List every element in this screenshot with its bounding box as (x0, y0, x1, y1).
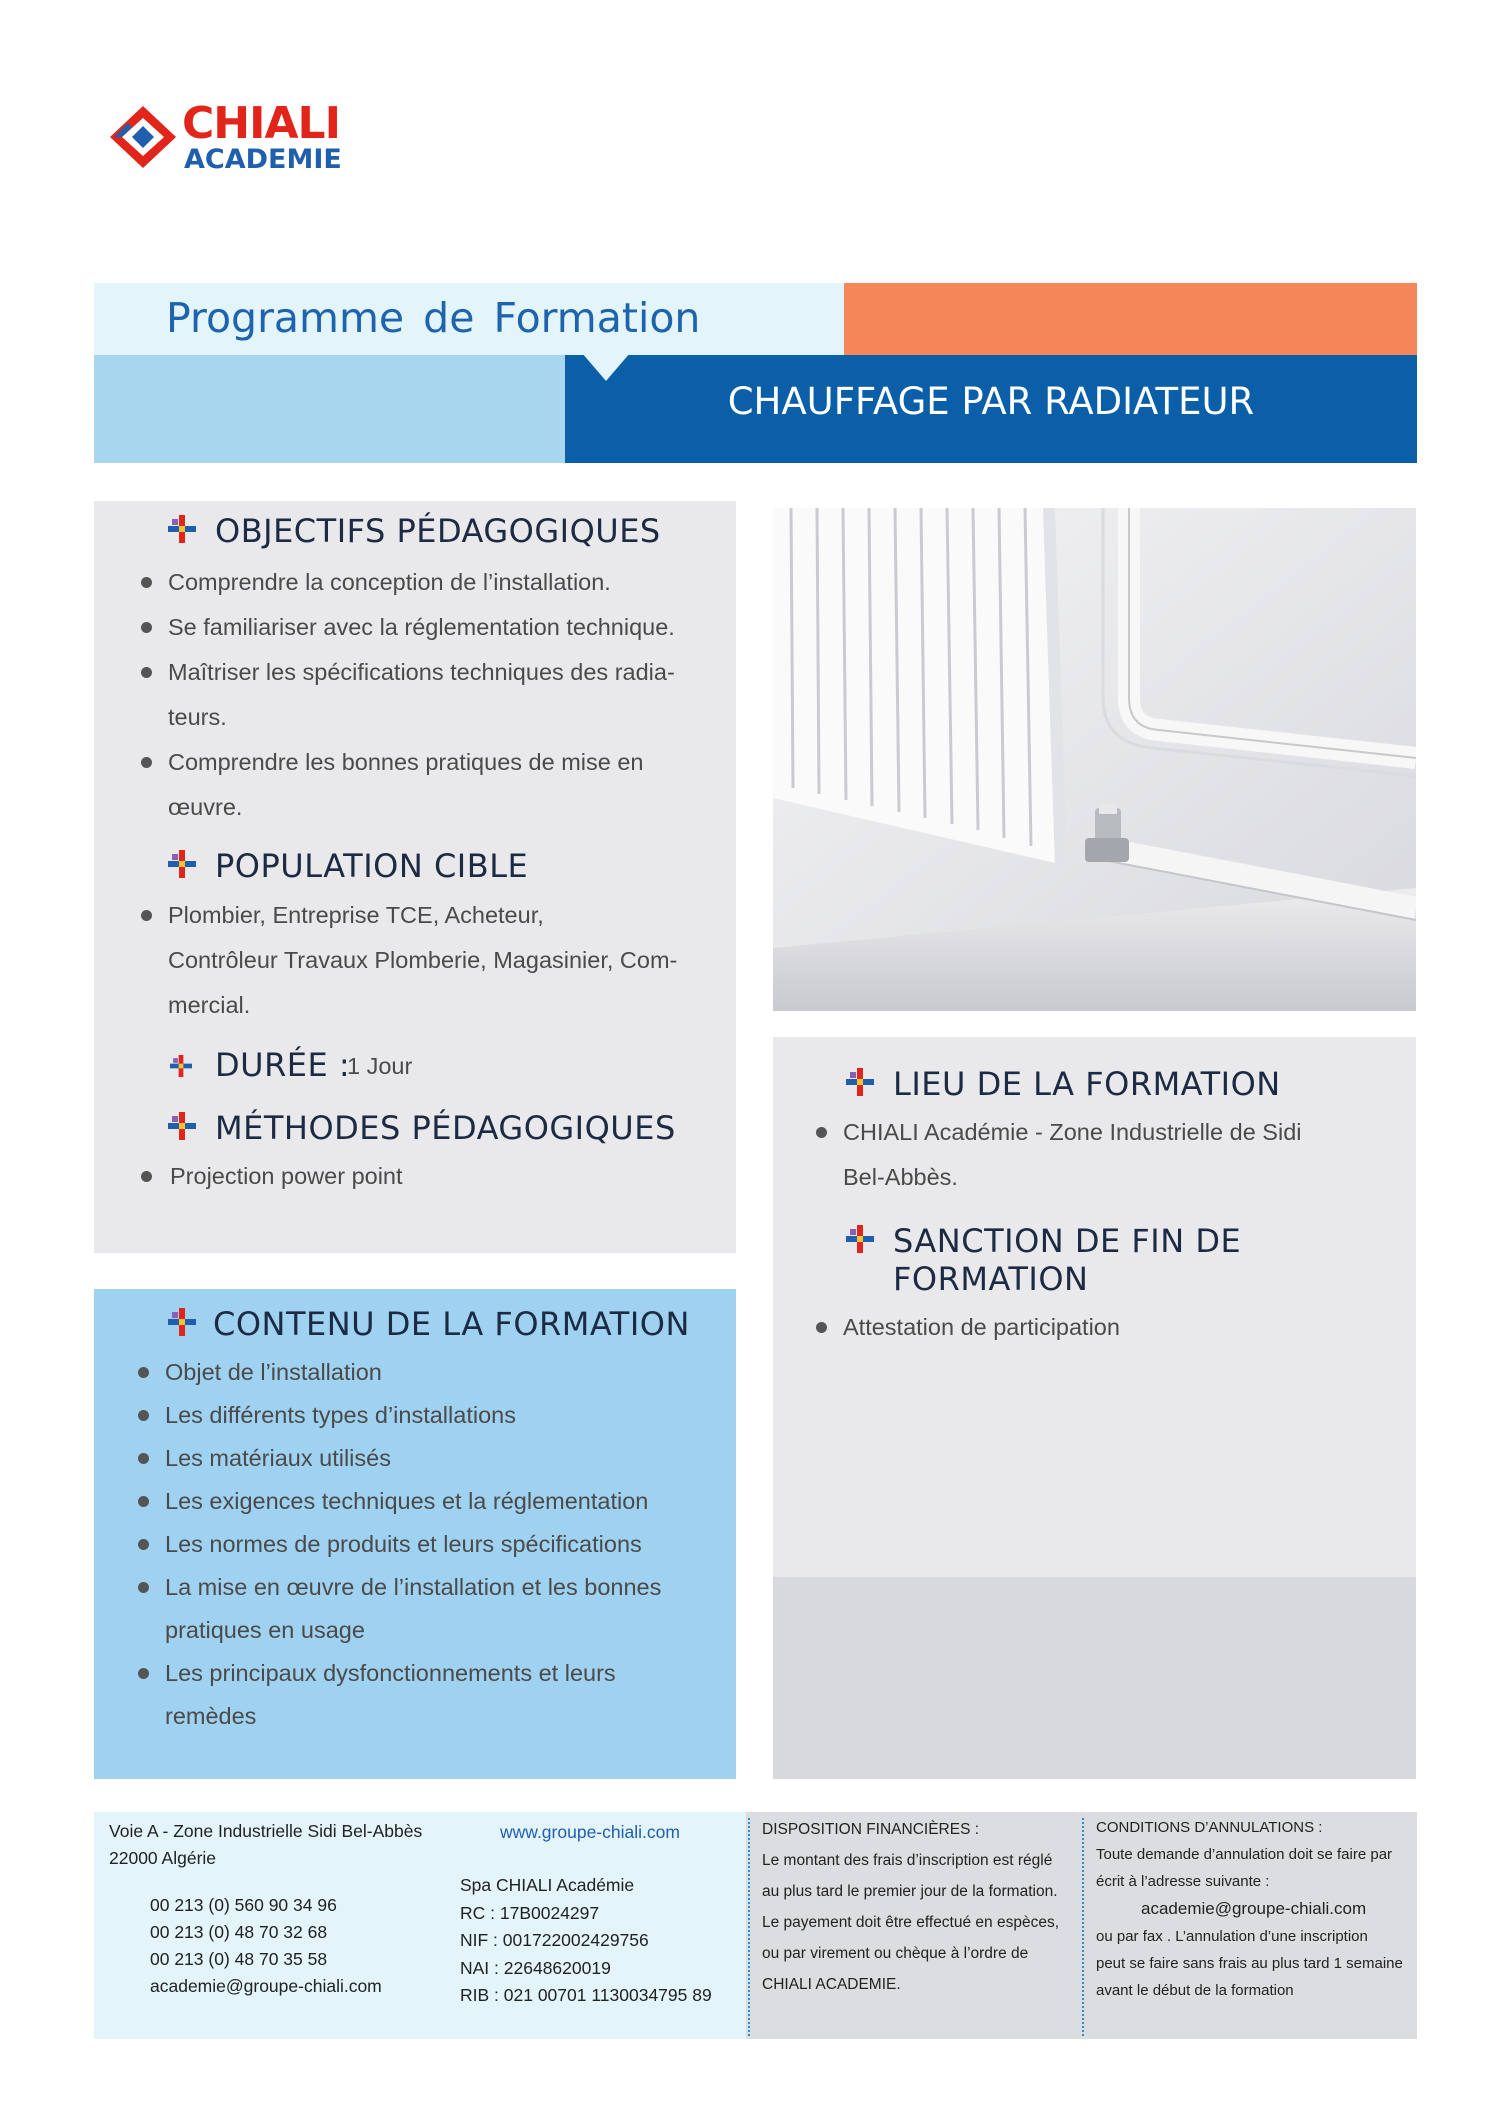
phone-number: 00 213 (0) 48 70 35 58 (150, 1949, 328, 1969)
company-logo (108, 100, 368, 180)
contenu-list (138, 1351, 728, 1738)
logo-sub-text: ACADEMIE (184, 144, 342, 175)
list-item: Attestation de participation (816, 1305, 1406, 1350)
section-title-methodes: MÉTHODES PÉDAGOGIQUES (215, 1109, 676, 1147)
list-item: Objet de l’installation (138, 1351, 728, 1394)
cross-bullet-icon (846, 1068, 874, 1096)
list-item: La mise en œuvre de l’installation et les bonnes pratiques en usage (138, 1566, 728, 1652)
page-title: Programme de Formation (166, 294, 701, 342)
section-title-lieu: LIEU DE LA FORMATION (893, 1065, 1281, 1103)
footer-phones (150, 1892, 382, 2000)
lieu-list (816, 1110, 1406, 1200)
cross-bullet-icon (168, 1112, 196, 1140)
objectifs-list (141, 560, 721, 830)
cross-bullet-icon (168, 850, 196, 878)
phone-number: 00 213 (0) 560 90 34 96 (150, 1895, 337, 1915)
list-item: Les normes de produits et leurs spécifications (138, 1523, 728, 1566)
header-orange-band (844, 283, 1417, 355)
footer-cancellation-terms: CONDITIONS D’ANNULATIONS : Toute demande d’annulation doit se faire par écrit à l’adresse suivante : academie@groupe-chiali.com ou par fax . L’annulation d’une inscription peut se faire sans frais au plus tard 1 semaine avant le début de la formation (1096, 1819, 1403, 1999)
list-item: Les exigences techniques et la réglementation (138, 1480, 728, 1523)
section-title-objectifs: OBJECTIFS PÉDAGOGIQUES (215, 512, 661, 550)
logo-brand-text: CHIALI (182, 98, 340, 149)
footer-financial-terms: DISPOSITION FINANCIÈRES : Le montant des frais d’inscription est réglé au plus tard le premier jour de la formation. Le payement doit être effectué en espèces, ou par virement ou chèque à l’ordre de CHIALI ACADEMIE. (762, 1821, 1059, 1993)
chiali-logo-icon (108, 104, 178, 170)
cross-bullet-icon (168, 1308, 196, 1336)
cross-bullet-icon (168, 515, 196, 543)
list-item: Plombier, Entreprise TCE, Acheteur, Contrôleur Travaux Plomberie, Magasinier, Com- mercial. (141, 893, 721, 1028)
section-title-population: POPULATION CIBLE (215, 847, 529, 885)
list-item: Comprendre la conception de l’installation. (141, 560, 721, 605)
cancellation-email[interactable]: academie@groupe-chiali.com (1141, 1899, 1367, 1918)
list-item: Comprendre les bonnes pratiques de mise en œuvre. (141, 740, 721, 830)
cross-bullet-icon (846, 1225, 874, 1253)
footer-divider (1082, 1818, 1084, 2036)
list-item: Les différents types d’installations (138, 1394, 728, 1437)
footer-divider (748, 1818, 750, 2036)
right-panel-bottom (773, 1577, 1416, 1779)
list-item: Projection power point (141, 1154, 721, 1199)
methodes-list (141, 1154, 721, 1199)
footer-website-link[interactable]: www.groupe-chiali.com (500, 1822, 680, 1842)
list-item: Se familiariser avec la réglementation technique. (141, 605, 721, 650)
cross-bullet-icon (170, 1055, 198, 1083)
list-item: Les matériaux utilisés (138, 1437, 728, 1480)
list-item: Maîtriser les spécifications techniques des radia- teurs. (141, 650, 721, 740)
section-title-duree: DURÉE : (215, 1046, 351, 1084)
sanction-list (816, 1305, 1406, 1350)
population-list (141, 893, 721, 1028)
list-item: CHIALI Académie - Zone Industrielle de Sidi Bel-Abbès. (816, 1110, 1406, 1200)
phone-number: 00 213 (0) 48 70 32 68 (150, 1922, 328, 1942)
header-notch (582, 353, 630, 381)
course-title: CHAUFFAGE PAR RADIATEUR (727, 380, 1255, 423)
footer-email[interactable]: academie@groupe-chiali.com (150, 1976, 382, 1996)
list-item: Les principaux dysfonctionnements et leurs remèdes (138, 1652, 728, 1738)
radiator-photo (773, 508, 1416, 1011)
section-title-contenu: CONTENU DE LA FORMATION (213, 1305, 690, 1343)
footer-address: Voie A - Zone Industrielle Sidi Bel-Abbès 22000 Algérie (109, 1821, 423, 1868)
header-lightblue-band (94, 355, 565, 463)
footer-company-info: Spa CHIALI Académie RC : 17B0024297 NIF : 001722002429756 NAI : 22648620019 RIB : 021 00701 1130034795 89 (460, 1875, 712, 2005)
section-title-sanction: SANCTION DE FIN DE FORMATION (893, 1222, 1242, 1298)
duree-value: 1 Jour (347, 1053, 413, 1079)
